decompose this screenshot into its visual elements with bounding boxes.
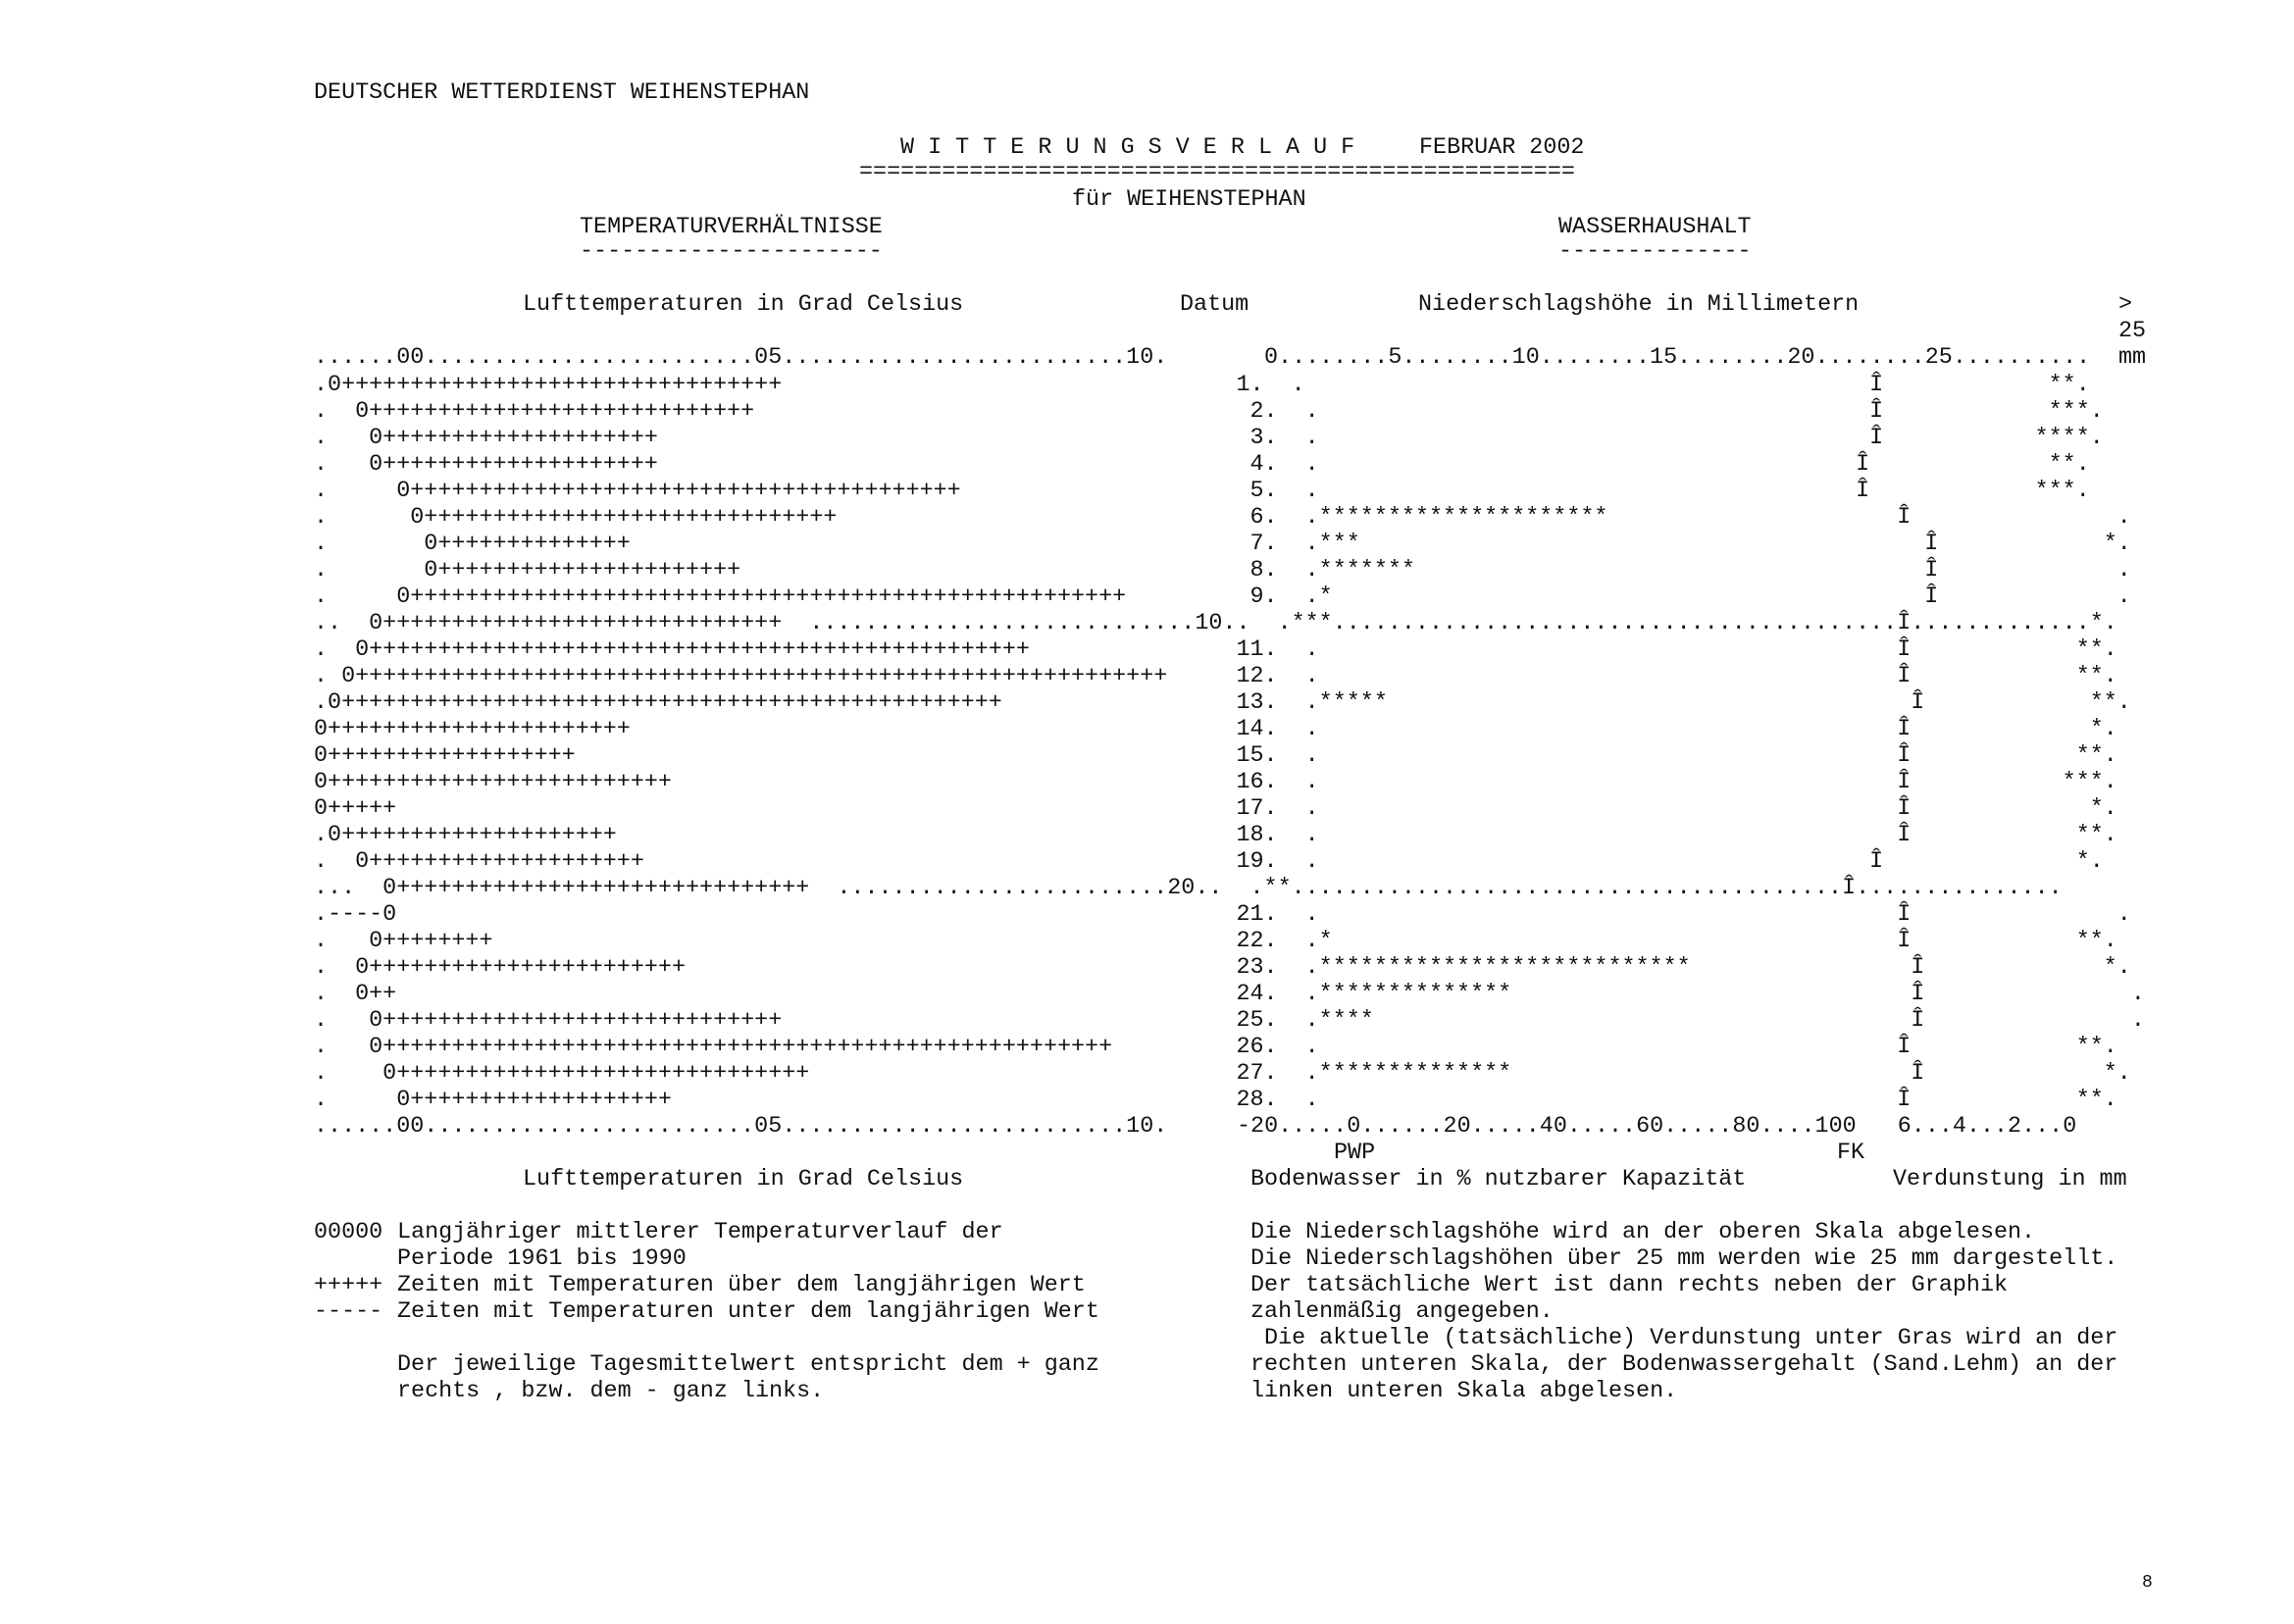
day-row: . 0++++++++++++++++++++++++++++++++++++++++++++++++++++ 9. .* Î . [314,584,2131,610]
day-row: .0++++++++++++++++++++++++++++++++ 1. . Î **. [314,373,2090,398]
overflow-unit: mm [2118,345,2147,371]
day-row: . 0++++++++++++++++++++ 19. . Î *. [314,849,2104,875]
day-row: .. 0+++++++++++++++++++++++++++++ ............................10.. .***.........................................Î.............*. [314,611,2117,636]
day-row: . 0+++++++++++++++++++++++ 23. .*************************** Î *. [314,955,2131,981]
explanation-note: rechten unteren Skala, der Bodenwassergehalt (Sand.Lehm) an der [1250,1352,2118,1378]
report-month: FEBRUAR 2002 [1419,135,1585,161]
day-row: . 0+++++++++++++++++++++++++++++++++++++++++++++++++++++++++++ 12. . Î **. [314,664,2117,689]
explanation-note: zahlenmäßig angegeben. [1250,1299,1554,1325]
page-number: 8 [2142,1573,2153,1593]
temperature-section-title: TEMPERATURVERHÄLTNISSE [580,215,883,240]
day-row: 0+++++ 17. . Î *. [314,796,2117,822]
precipitation-scale-top: 0........5........10........15........20........25.......... [1264,345,2091,371]
day-row: . 0+++++++++++++++++++++++++++++ 25. .**** Î . [314,1008,2145,1034]
day-row: . 0++++++++++++++++++++++++++++++++++++++++ 5. . Î ***. [314,479,2090,504]
day-row: . 0++++++++++++++++++++++++++++ 2. . Î ***. [314,399,2104,425]
station-location: für WEIHENSTEPHAN [1072,187,1306,213]
temperature-scale-bottom: ......00........................05.........................10. [314,1114,1168,1140]
explanation-note: Die Niederschlagshöhen über 25 mm werden wie 25 mm dargestellt. [1250,1246,2118,1272]
title-underline: ==================================================== [859,160,1575,185]
day-row: ... 0++++++++++++++++++++++++++++++ ........................20.. .**........................................Î............... [314,876,2063,901]
temperature-section-rule: ---------------------- [580,239,883,265]
overflow-value: 25 [2118,319,2147,344]
evaporation-label: Verdunstung in mm [1893,1167,2127,1193]
day-row: .0++++++++++++++++++++ 18. . Î **. [314,823,2117,848]
report-title: W I T T E R U N G S V E R L A U F [900,135,1355,161]
explanation-note: Die aktuelle (tatsächliche) Verdunstung unter Gras wird an der [1250,1326,2118,1351]
legend-note: rechts , bzw. dem - ganz links. [397,1379,825,1404]
temperature-scale-top: ......00........................05.........................10. [314,345,1168,371]
legend-symbol: ----- [314,1299,383,1325]
day-row: .----0 21. . Î . [314,902,2131,928]
pwp-marker: PWP [1334,1141,1376,1166]
legend-text: Periode 1961 bis 1990 [397,1246,687,1272]
water-section-title: WASSERHAUSHALT [1558,215,1752,240]
day-row: . 0++++++++++++++++++++ 3. . Î ****. [314,426,2104,451]
legend-note: Der jeweilige Tagesmittelwert entspricht dem + ganz [397,1352,1099,1378]
water-section-rule: -------------- [1558,239,1752,265]
day-row: 0+++++++++++++++++++++++++ 16. . Î ***. [314,770,2117,795]
precipitation-axis-label: Niederschlagshöhe in Millimetern [1418,292,1860,318]
day-row: . 0+++++++++++++++++++ 28. . Î **. [314,1088,2117,1113]
explanation-note: Der tatsächliche Wert ist dann rechts neben der Graphik [1250,1273,2009,1298]
day-row: 0++++++++++++++++++ 15. . Î **. [314,743,2117,769]
day-row: .0++++++++++++++++++++++++++++++++++++++++++++++++ 13. .***** Î **. [314,690,2131,716]
soil-water-evaporation-scale: -20.....0......20.....40.....60.....80....100 6...4...2...0 [1237,1114,2077,1140]
explanation-note: linken unteren Skala abgelesen. [1250,1379,1678,1404]
legend-text: Zeiten mit Temperaturen unter dem langjährigen Wert [397,1299,1099,1325]
legend-symbol: +++++ [314,1273,383,1298]
day-row: . 0++++++++++++++++++++++++++++++++++++++++++++++++ 11. . Î **. [314,637,2117,663]
day-row: . 0++++++++++++++++++++++++++++++ 6. .********************* Î . [314,505,2131,531]
day-row: . 0++ 24. .************** Î . [314,982,2145,1007]
day-row: . 0++++++++++++++++++++ 4. . Î **. [314,452,2090,478]
day-row: 0++++++++++++++++++++++ 14. . Î *. [314,717,2117,742]
legend-text: Langjähriger mittlerer Temperaturverlauf der [397,1220,1003,1245]
date-column-label: Datum [1180,292,1249,318]
legend-text: Zeiten mit Temperaturen über dem langjährigen Wert [397,1273,1086,1298]
legend-symbol: 00000 [314,1220,383,1245]
day-row: . 0+++++++++++++++++++++++++++++++++++++++++++++++++++++ 26. . Î **. [314,1035,2117,1060]
soil-water-label: Bodenwasser in % nutzbarer Kapazität [1250,1167,1747,1193]
institution-header: DEUTSCHER WETTERDIENST WEIHENSTEPHAN [314,80,810,106]
overflow-marker: > [2118,292,2133,318]
day-row: . 0++++++++++++++++++++++ 8. .******* Î . [314,558,2131,584]
explanation-note: Die Niederschlagshöhe wird an der oberen Skala abgelesen. [1250,1220,2036,1245]
temperature-axis-label-top: Lufttemperaturen in Grad Celsius [523,292,964,318]
day-row: . 0++++++++++++++++++++++++++++++ 27. .************** Î *. [314,1061,2131,1087]
fk-marker: FK [1837,1141,1865,1166]
day-row: . 0++++++++ 22. .* Î **. [314,929,2117,954]
day-row: . 0++++++++++++++ 7. .*** Î *. [314,532,2131,557]
temperature-axis-label-bottom: Lufttemperaturen in Grad Celsius [523,1167,964,1193]
